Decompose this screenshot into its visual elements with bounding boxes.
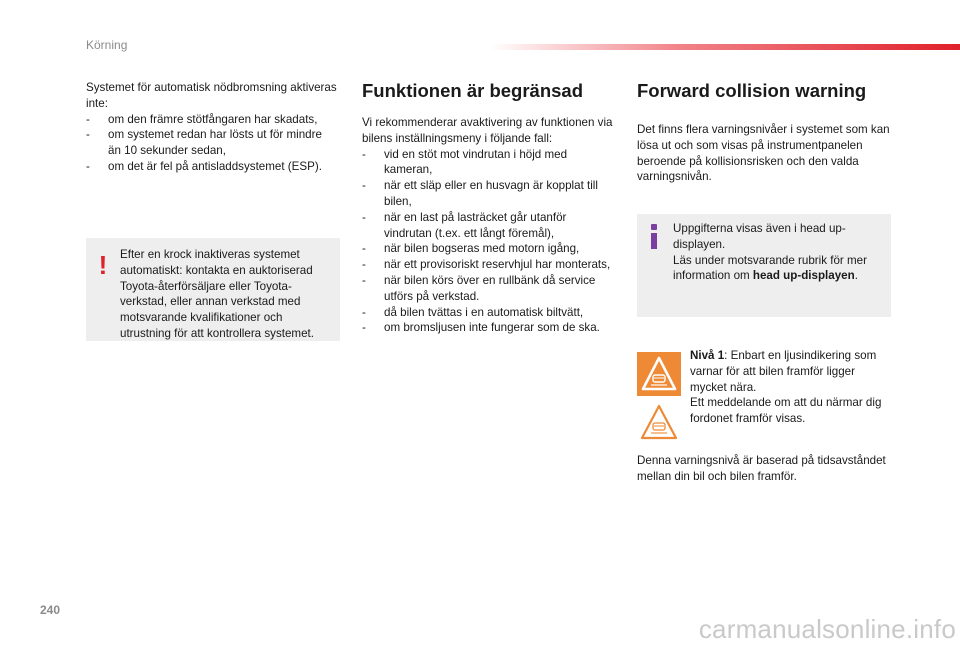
warning-text: Efter en krock inaktiveras systemet automatiskt: kontakta en auktoriserad Toyota-återförsäljare eller Toyota-verkstad, eller annan verkstad med motsvarande kvalifikationer och utrustning för att kontrollera systemet. [120, 248, 314, 340]
page-number: 240 [40, 603, 61, 617]
collision-warning-icon [637, 352, 681, 396]
col1-list [86, 112, 338, 175]
level-text-2: Ett meddelande om att du närmar dig fordonet framför visas. [690, 396, 882, 426]
col1-intro: Systemet för automatisk nödbromsning aktiveras inte: [86, 81, 337, 110]
fcw-heading: Forward collision warning [637, 80, 867, 101]
list-item: - när ett släp eller en husvagn är kopplat till bilen, [362, 178, 614, 210]
limitations-heading: Funktionen är begränsad [362, 80, 584, 101]
warning-box [86, 238, 340, 341]
col2-intro: Vi rekommenderar avaktivering av funktionen via bilens inställningsmeny i följande fall: [362, 116, 613, 145]
section-title: Körning [86, 38, 128, 52]
list-item: - när ett provisoriskt reservhjul har monterats, [362, 257, 614, 273]
header-accent-bar [490, 44, 960, 50]
info-line-1: Uppgifterna visas även i head up-displayen. [673, 222, 846, 251]
list-item: - om det är fel på antisladdsystemet (ESP). [86, 159, 338, 175]
info-bold-term: head up-displayen [752, 269, 855, 283]
info-box [637, 214, 891, 317]
column-left [86, 80, 338, 175]
info-icon [649, 224, 659, 250]
list-item: - när bilen körs över en rullbänk då service utförs på verkstad. [362, 273, 614, 305]
level-1-description [690, 348, 892, 427]
info-text [673, 221, 885, 284]
watermark: carmanualsonline.info [698, 614, 956, 644]
level-text: : Enbart en ljusindikering som varnar för att bilen framför ligger mycket nära. [690, 349, 877, 394]
exclamation-icon: ! [98, 250, 108, 280]
level-footer-text: Denna varningsnivå är baserad på tidsavståndet mellan din bil och bilen framför. [637, 454, 886, 483]
list-item: - när bilen bogseras med motorn igång, [362, 241, 614, 257]
col2-list [362, 147, 614, 337]
list-item: - vid en stöt mot vindrutan i höjd med kameran, [362, 147, 614, 179]
collision-warning-outline-icon [637, 402, 681, 442]
level-label: Nivå 1 [690, 349, 725, 362]
list-item: - när en last på lasträcket går utanför vindrutan (t.ex. ett långt föremål), [362, 210, 614, 242]
column-right [637, 80, 893, 185]
list-item: - om systemet redan har lösts ut för mindre än 10 sekunder sedan, [86, 127, 338, 159]
list-item: - om den främre stötfångaren har skadats, [86, 112, 338, 128]
list-item: - då bilen tvättas i en automatisk biltvätt, [362, 305, 614, 321]
info-line-2: Läs under motsvarande rubrik för mer information om head up-displayen. [673, 253, 867, 283]
column-middle [362, 80, 614, 336]
list-item: - om bromsljusen inte fungerar som de ska. [362, 320, 614, 336]
col3-intro: Det finns flera varningsnivåer i systemet som kan lösa ut och som visas på instrumentpanelen beroende på kollisionsrisken och den valda varningsnivån. [637, 123, 890, 184]
